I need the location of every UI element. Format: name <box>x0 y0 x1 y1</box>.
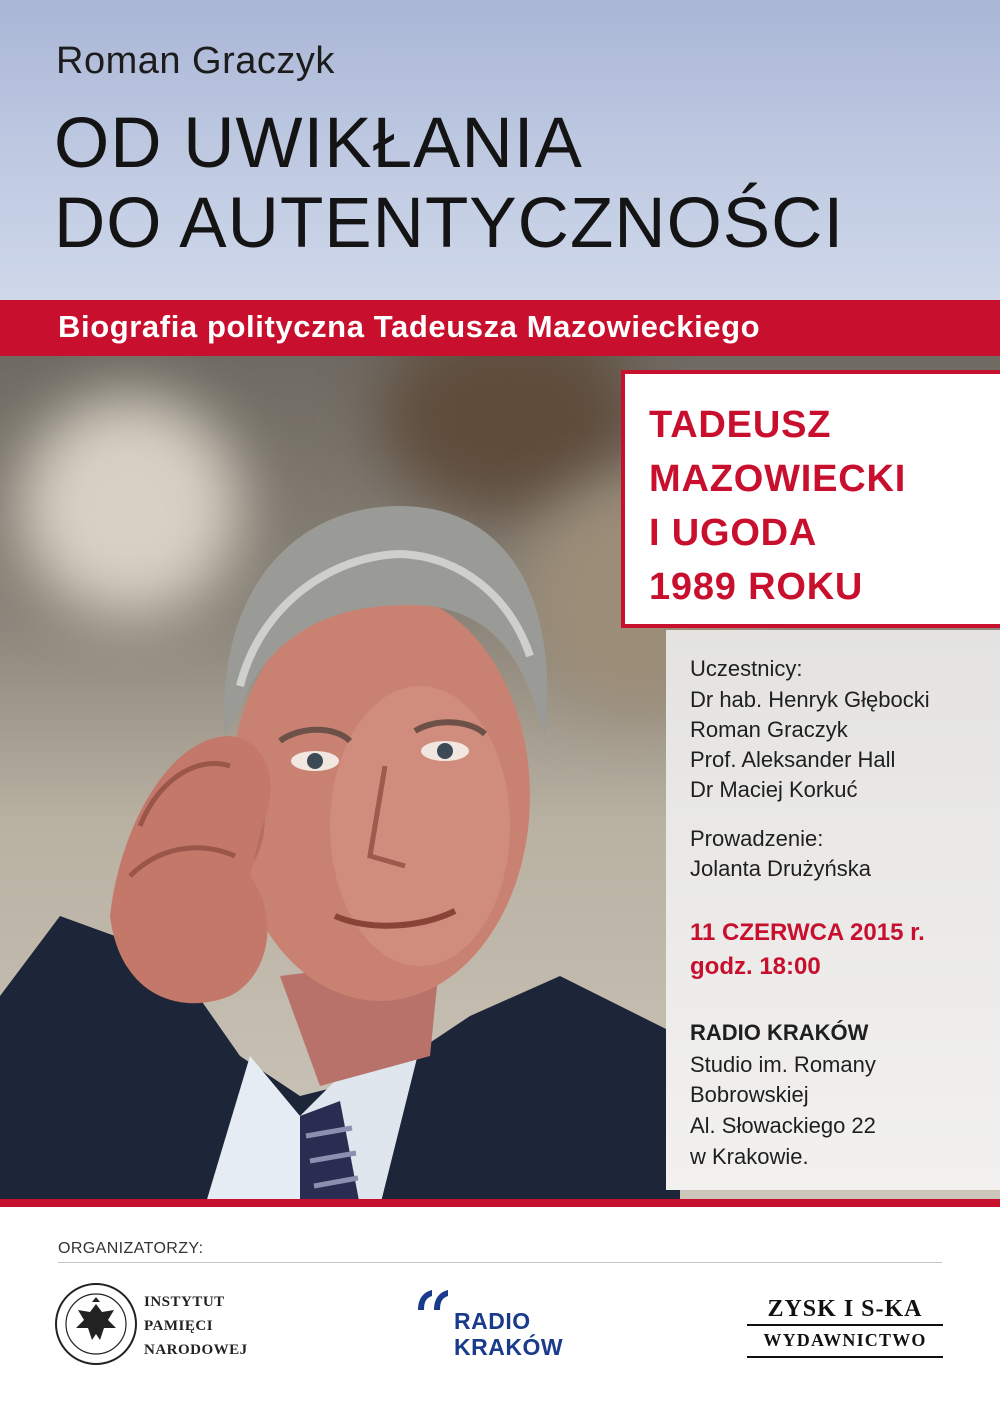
ipn-name-line: PAMIĘCI <box>144 1318 214 1334</box>
venue-address-line: Bobrowskiej <box>690 1082 809 1107</box>
event-date: 11 CZERWCA 2015 r. <box>690 919 925 946</box>
publisher-rule <box>747 1356 943 1358</box>
radio-krakow-logo <box>414 1288 594 1368</box>
venue-address-line: Al. Słowackiego 22 <box>690 1113 876 1138</box>
event-title-line: I UGODA <box>649 512 818 554</box>
quote-mark-icon <box>414 1288 454 1312</box>
eagle-seal-icon <box>54 1282 138 1366</box>
participant-name: Prof. Aleksander Hall <box>690 747 896 772</box>
participants-label: Uczestnicy: <box>690 656 803 681</box>
book-title-line-2: DO AUTENTYCZNOŚCI <box>54 184 845 263</box>
book-subtitle: Biografia polityczna Tadeusza Mazowieckiego <box>58 309 761 344</box>
organizers-label: ORGANIZATORZY: <box>58 1240 204 1257</box>
event-title-line: TADEUSZ <box>649 404 832 446</box>
moderator-label: Prowadzenie: <box>690 826 824 851</box>
moderator-name: Jolanta Drużyńska <box>690 856 871 881</box>
venue-address-line: w Krakowie. <box>690 1144 809 1169</box>
radio-name-line: RADIO <box>454 1308 531 1334</box>
publisher-subtitle: WYDAWNICTWO <box>763 1330 927 1350</box>
book-title-line-1: OD UWIKŁANIA <box>54 104 583 183</box>
participant-name: Roman Graczyk <box>690 717 848 742</box>
event-title-box <box>621 370 1000 628</box>
ipn-logo <box>54 1282 254 1372</box>
portrait-figure <box>0 356 680 1206</box>
participant-name: Dr hab. Henryk Głębocki <box>690 687 930 712</box>
event-title-line: MAZOWIECKI <box>649 458 907 500</box>
organizers-divider <box>58 1262 942 1263</box>
venue-name: RADIO KRAKÓW <box>690 1020 869 1045</box>
event-title-line: 1989 ROKU <box>649 566 864 608</box>
footer-divider <box>0 1199 1000 1207</box>
participant-name: Dr Maciej Korkuć <box>690 777 858 802</box>
ipn-name-line: NARODOWEJ <box>144 1342 248 1358</box>
radio-name-line: KRAKÓW <box>454 1334 564 1360</box>
event-time: godz. 18:00 <box>690 953 821 980</box>
publisher-name: ZYSK I S-KA <box>767 1296 923 1322</box>
publisher-rule <box>747 1324 943 1326</box>
ipn-name-line: INSTYTUT <box>144 1294 225 1310</box>
venue-address-line: Studio im. Romany <box>690 1052 876 1077</box>
author-name: Roman Graczyk <box>56 40 335 82</box>
zysk-publisher-logo <box>747 1296 943 1362</box>
